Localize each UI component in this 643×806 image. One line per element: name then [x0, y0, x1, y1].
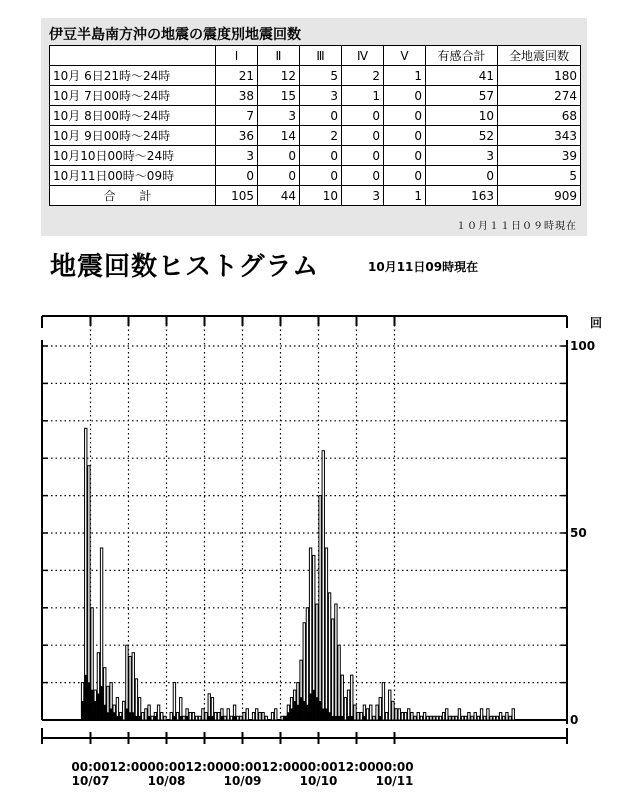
histogram-bar-all — [281, 716, 283, 720]
histogram-bar-all — [468, 713, 470, 720]
histogram-bar-felt — [379, 716, 381, 720]
table-cell: 3 — [300, 86, 342, 106]
table-header-cell: 有感合計 — [426, 46, 498, 66]
histogram-bar-all — [237, 716, 239, 720]
histogram-bar-felt — [290, 709, 292, 720]
histogram-bar-all — [373, 716, 375, 720]
histogram-bar-all — [357, 713, 359, 720]
histogram-bar-felt — [309, 694, 311, 720]
row-label: 10月11日00時～09時 — [50, 166, 216, 186]
histogram-bar-all — [417, 713, 419, 720]
histogram-bar-felt — [351, 716, 353, 720]
histogram-bar-felt — [300, 698, 302, 720]
table-cell: 5 — [300, 66, 342, 86]
histogram-bar-all — [404, 713, 406, 720]
histogram-bar-felt — [294, 701, 296, 720]
y-tick-label: 0 — [570, 713, 579, 727]
table-cell: 0 — [342, 146, 384, 166]
histogram-bar-all — [161, 713, 163, 720]
histogram-bar-all — [484, 716, 486, 720]
histogram-bar-all — [306, 608, 308, 720]
x-tick-time-label: 00:00 — [147, 760, 186, 774]
table-row — [50, 106, 581, 126]
histogram-bar-all — [382, 683, 384, 720]
histogram-bar-all — [446, 709, 448, 720]
histogram-bar-felt — [81, 701, 83, 720]
row-label: 10月 6日21時～24時 — [50, 66, 216, 86]
histogram-bar-all — [338, 645, 340, 720]
histogram-bar-all — [477, 716, 479, 720]
histogram-bar-felt — [313, 690, 315, 720]
histogram-bar-felt — [110, 709, 112, 720]
histogram-bar-all — [430, 716, 432, 720]
histogram-bar-all — [411, 713, 413, 720]
table-cell: 52 — [426, 126, 498, 146]
histogram-bar-all — [328, 593, 330, 720]
table-cell: 1 — [384, 66, 426, 86]
histogram-bar-all — [465, 716, 467, 720]
table-cell: 0 — [426, 166, 498, 186]
table-row — [50, 86, 581, 106]
x-tick-time-label: 00:00 — [299, 760, 338, 774]
table-cell: 0 — [384, 146, 426, 166]
histogram-bar-all — [218, 713, 220, 720]
histogram-bar-all — [246, 709, 248, 720]
histogram-bar-all — [414, 716, 416, 720]
histogram-bar-felt — [322, 709, 324, 720]
histogram-bar-all — [183, 716, 185, 720]
table-cell: 15 — [258, 86, 300, 106]
table-cell: 12 — [258, 66, 300, 86]
histogram-bar-all — [493, 716, 495, 720]
total-cell: 909 — [498, 186, 581, 206]
x-tick-date-label: 10/10 — [299, 774, 338, 788]
histogram-bar-all — [385, 713, 387, 720]
histogram-bar-all — [256, 709, 258, 720]
histogram-bar-felt — [154, 716, 156, 720]
histogram-bar-all — [123, 701, 125, 720]
histogram-bar-all — [408, 709, 410, 720]
table-cell: 0 — [384, 106, 426, 126]
table-body — [50, 66, 581, 206]
table-header-cell: Ⅱ — [258, 46, 300, 66]
table-cell: 0 — [216, 166, 258, 186]
histogram-bar-all — [420, 716, 422, 720]
histogram-bar-felt — [148, 716, 150, 720]
histogram-bar-felt — [341, 716, 343, 720]
histogram-bar-felt — [107, 713, 109, 720]
row-label: 10月 9日00時～24時 — [50, 126, 216, 146]
table-cell: 2 — [300, 126, 342, 146]
histogram-bar-all — [503, 716, 505, 720]
histogram-bar-all — [319, 496, 321, 720]
table-cell: 3 — [216, 146, 258, 166]
row-label: 10月10日00時～24時 — [50, 146, 216, 166]
table-cell: 5 — [498, 166, 581, 186]
y-tick-label: 100 — [570, 339, 596, 353]
table-cell: 0 — [384, 126, 426, 146]
histogram-bar-all — [395, 709, 397, 720]
histogram-bar-all — [341, 675, 343, 720]
histogram-bar-all — [205, 713, 207, 720]
histogram-bar-felt — [119, 716, 121, 720]
table-cell: 41 — [426, 66, 498, 86]
histogram-bar-all — [202, 709, 204, 720]
histogram-bar-all — [458, 709, 460, 720]
histogram-bar-all — [398, 709, 400, 720]
histogram-bar-felt — [325, 709, 327, 720]
y-tick-label: 50 — [570, 526, 587, 540]
x-tick-time-label: 12:00 — [337, 760, 376, 774]
table-title: 伊豆半島南方沖の地震の震度別地震回数 — [49, 27, 301, 43]
table-cell: 0 — [300, 166, 342, 186]
total-label: 合 計 — [50, 186, 216, 206]
table-cell: 0 — [342, 106, 384, 126]
histogram-bar-all — [452, 716, 454, 720]
row-label: 10月 7日00時～24時 — [50, 86, 216, 106]
histogram-bar-felt — [173, 716, 175, 720]
table-cell: 14 — [258, 126, 300, 146]
histogram-bar-felt — [363, 716, 365, 720]
histogram-bar-felt — [233, 716, 235, 720]
histogram-bar-felt — [208, 716, 210, 720]
histogram-bar-all — [335, 604, 337, 720]
histogram-bar-all — [262, 713, 264, 720]
histogram-bar-all — [471, 716, 473, 720]
histogram-bar-all — [214, 713, 216, 720]
x-tick-time-label: 00:00 — [375, 760, 414, 774]
histogram-bar-felt — [332, 716, 334, 720]
table-cell: 180 — [498, 66, 581, 86]
histogram-bar-all — [145, 709, 147, 720]
histogram-bar-all — [325, 548, 327, 720]
histogram-bar-felt — [132, 713, 134, 720]
histogram-bar-all — [344, 698, 346, 720]
histogram-bar-felt — [328, 713, 330, 720]
histogram-bar-felt — [97, 694, 99, 720]
histogram-bar-felt — [135, 716, 137, 720]
histogram-bar-felt — [126, 709, 128, 720]
histogram-bar-all — [164, 716, 166, 720]
total-cell: 3 — [342, 186, 384, 206]
histogram-bar-felt — [303, 701, 305, 720]
histogram-bar-all — [135, 679, 137, 720]
histogram-bar-all — [389, 690, 391, 720]
histogram-bar-felt — [297, 705, 299, 720]
histogram-bar-all — [142, 713, 144, 720]
histogram-bar-felt — [284, 716, 286, 720]
histogram-bar-all — [354, 705, 356, 720]
histogram-bar-all — [442, 713, 444, 720]
histogram-bar-all — [189, 713, 191, 720]
histogram-bar-felt — [94, 701, 96, 720]
histogram-bar-felt — [100, 686, 102, 720]
table-cell: 0 — [300, 146, 342, 166]
table-total-row — [50, 186, 581, 206]
histogram-bar-felt — [116, 716, 118, 720]
table-cell: 36 — [216, 126, 258, 146]
histogram-bar-all — [480, 709, 482, 720]
x-tick-time-label: 12:00 — [109, 760, 148, 774]
histogram-bar-all — [433, 716, 435, 720]
histogram-bar-all — [224, 716, 226, 720]
table-cell: 39 — [498, 146, 581, 166]
y-unit-label: 回 — [590, 316, 603, 330]
total-cell: 44 — [258, 186, 300, 206]
table-note: １０月１１日０９時現在 — [456, 221, 577, 232]
histogram-bar-felt — [316, 698, 318, 720]
histogram-bar-all — [192, 713, 194, 720]
histogram-bar-all — [170, 713, 172, 720]
histogram-bar-all — [423, 713, 425, 720]
histogram-bar-all — [88, 466, 90, 720]
histogram-bar-felt — [335, 716, 337, 720]
histogram-bar-all — [271, 713, 273, 720]
histogram-bar-all — [151, 716, 153, 720]
histogram-bar-felt — [186, 716, 188, 720]
table-header-cell: 全地震回数 — [498, 46, 581, 66]
table-cell: 0 — [384, 166, 426, 186]
histogram-bar-felt — [180, 716, 182, 720]
table-cell: 68 — [498, 106, 581, 126]
table-cell: 0 — [384, 86, 426, 106]
histogram-bar-felt — [347, 716, 349, 720]
table-cell: 343 — [498, 126, 581, 146]
table-cell: 7 — [216, 106, 258, 126]
histogram-bar-all — [173, 683, 175, 720]
table-row — [50, 146, 581, 166]
histogram-bar-all — [227, 709, 229, 720]
histogram-bar-all — [360, 713, 362, 720]
histogram-subtitle: 10月11日09時現在 — [368, 260, 479, 274]
table-cell: 57 — [426, 86, 498, 106]
histogram-bar-all — [506, 713, 508, 720]
x-tick-date-label: 10/11 — [375, 774, 414, 788]
histogram-bar-all — [370, 705, 372, 720]
histogram-bar-all — [449, 716, 451, 720]
histogram-bar-all — [427, 716, 429, 720]
histogram-bar-all — [490, 716, 492, 720]
table-header-cell: Ⅲ — [300, 46, 342, 66]
table-cell: 274 — [498, 86, 581, 106]
table-row — [50, 66, 581, 86]
histogram-bar-all — [243, 713, 245, 720]
histogram-bar-all — [240, 716, 242, 720]
x-tick-time-label: 00:00 — [223, 760, 262, 774]
histogram-bar-felt — [211, 716, 213, 720]
histogram-bar-all — [176, 713, 178, 720]
histogram-bar-felt — [88, 683, 90, 720]
table-cell: 0 — [258, 146, 300, 166]
histogram-bar-all — [439, 716, 441, 720]
table-header-cell: Ⅴ — [384, 46, 426, 66]
table-row — [50, 126, 581, 146]
quake-count-table-panel — [41, 18, 587, 236]
total-cell: 10 — [300, 186, 342, 206]
table-cell: 0 — [342, 126, 384, 146]
histogram-bar-all — [259, 713, 261, 720]
table-cell: 21 — [216, 66, 258, 86]
histogram-bar-all — [132, 653, 134, 720]
histogram-bar-all — [265, 716, 267, 720]
histogram-bar-all — [499, 713, 501, 720]
histogram-bar-felt — [287, 713, 289, 720]
x-tick-time-label: 12:00 — [185, 760, 224, 774]
table-header-cell — [50, 46, 216, 66]
table-header-cell: Ⅰ — [216, 46, 258, 66]
histogram-bar-felt — [104, 705, 106, 720]
histogram-bar-all — [230, 716, 232, 720]
histogram-bar-all — [129, 656, 131, 720]
table-header-cell: Ⅳ — [342, 46, 384, 66]
table-row — [50, 166, 581, 186]
histogram-bar-all — [461, 716, 463, 720]
table-cell: 2 — [342, 66, 384, 86]
table-cell: 3 — [426, 146, 498, 166]
histogram-title: 地震回数ヒストグラム — [50, 252, 320, 282]
histogram-bar-felt — [306, 705, 308, 720]
x-tick-time-label: 00:00 — [71, 760, 110, 774]
x-tick-date-label: 10/09 — [223, 774, 262, 788]
table-cell: 0 — [342, 166, 384, 186]
table-header-row — [50, 46, 581, 66]
histogram-bar-all — [392, 701, 394, 720]
total-cell: 163 — [426, 186, 498, 206]
histogram-bar-all — [275, 709, 277, 720]
histogram-bar-all — [195, 716, 197, 720]
histogram-bar-all — [474, 713, 476, 720]
table-cell: 10 — [426, 106, 498, 126]
total-cell: 105 — [216, 186, 258, 206]
histogram-bar-all — [332, 619, 334, 720]
histogram-bar-all — [347, 690, 349, 720]
histogram-bar-felt — [221, 716, 223, 720]
table-cell: 1 — [342, 86, 384, 106]
histogram-bar-all — [487, 709, 489, 720]
histogram-bar-felt — [91, 690, 93, 720]
table-cell: 38 — [216, 86, 258, 106]
histogram-bar-felt — [138, 716, 140, 720]
histogram-bar-all — [252, 713, 254, 720]
table-cell: 3 — [258, 106, 300, 126]
histogram-bar-all — [366, 709, 368, 720]
table-cell: 0 — [300, 106, 342, 126]
histogram-bar-felt — [113, 713, 115, 720]
total-cell: 1 — [384, 186, 426, 206]
histogram-chart — [0, 290, 643, 806]
histogram-bar-all — [351, 675, 353, 720]
histogram-bar-all — [436, 716, 438, 720]
histogram-bar-all — [496, 716, 498, 720]
histogram-bar-all — [512, 709, 514, 720]
x-tick-date-label: 10/08 — [147, 774, 186, 788]
table-cell: 0 — [258, 166, 300, 186]
histogram-bar-all — [199, 716, 201, 720]
histogram-bar-all — [322, 451, 324, 720]
histogram-bar-all — [455, 716, 457, 720]
histogram-bar-all — [157, 705, 159, 720]
histogram-bar-felt — [85, 675, 87, 720]
x-tick-date-label: 10/07 — [71, 774, 110, 788]
histogram-bar-felt — [319, 701, 321, 720]
histogram-bar-all — [509, 716, 511, 720]
x-tick-time-label: 12:00 — [261, 760, 300, 774]
row-label: 10月 8日00時～24時 — [50, 106, 216, 126]
quake-count-table — [49, 45, 581, 206]
histogram-bar-all — [376, 705, 378, 720]
histogram-bar-felt — [338, 716, 340, 720]
histogram-bar-felt — [129, 713, 131, 720]
histogram-bar-all — [401, 713, 403, 720]
